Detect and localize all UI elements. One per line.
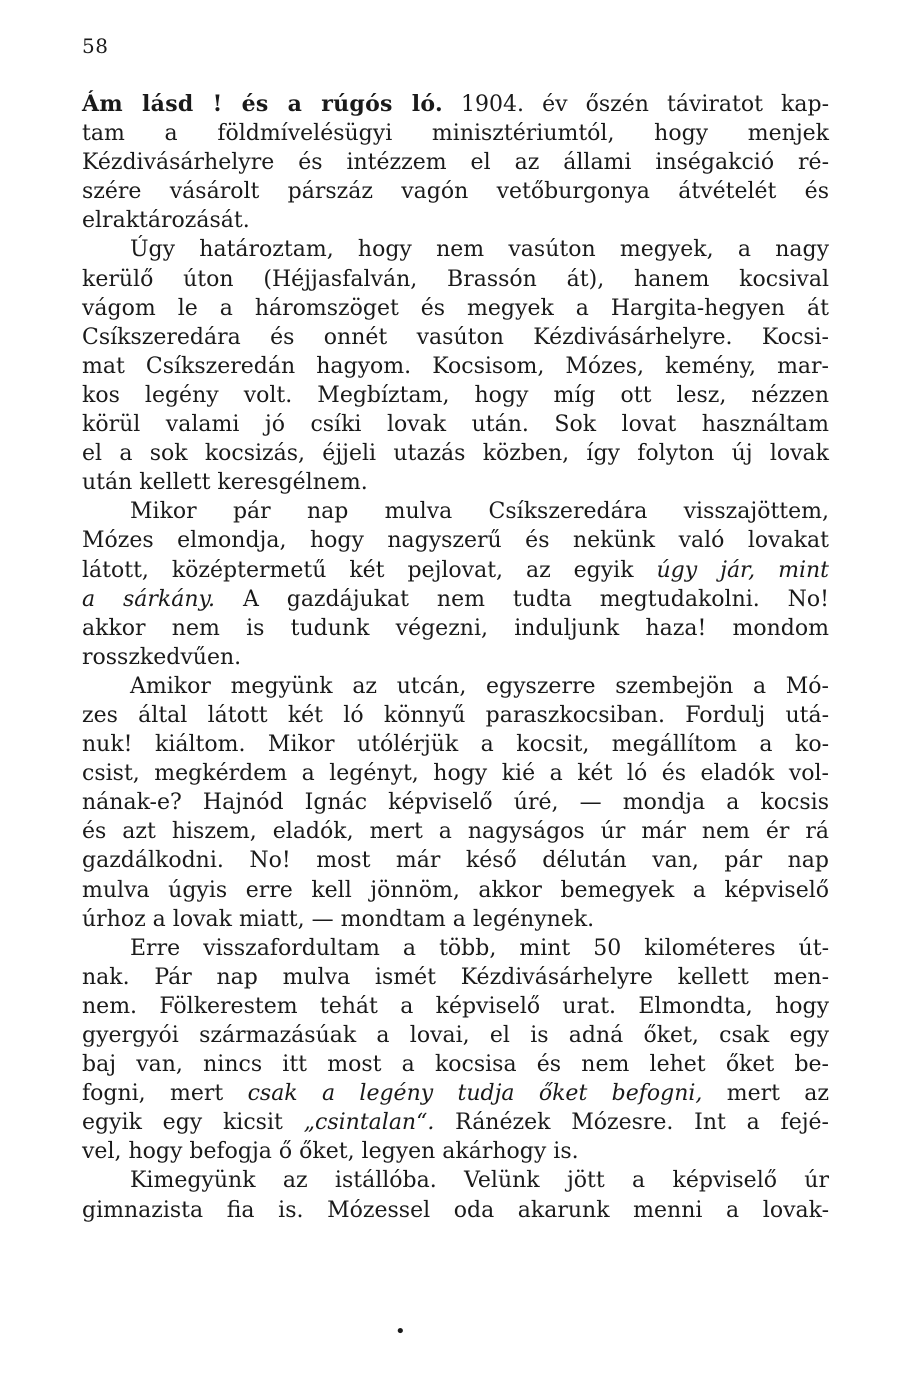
text-segment: mulva úgyis erre kell jönnöm, akkor bemegyek a képviselő — [82, 877, 829, 903]
text-segment: tam a földmívelésügyi minisztériumtól, hogy menjek — [82, 121, 829, 147]
text-line — [82, 817, 829, 846]
text-line — [82, 410, 829, 439]
text-line — [82, 235, 829, 264]
text-line — [82, 265, 829, 294]
text-line — [82, 876, 829, 905]
text-line — [82, 148, 829, 177]
text-line — [82, 934, 829, 963]
text-line — [82, 1079, 829, 1108]
text-segment: látott, középtermetű két pejlovat, az egyik — [82, 557, 657, 583]
text-line — [82, 1108, 829, 1137]
text-line — [82, 1166, 829, 1195]
text-line — [82, 323, 829, 352]
text-segment: után kellett keresgélnem. — [82, 470, 368, 496]
text-line — [82, 526, 829, 555]
text-segment: nem. Fölkerestem tehát a képviselő urat. Elmondta, hogy — [82, 993, 829, 1019]
text-line — [82, 1196, 829, 1225]
text-segment: Ránézek Mózesre. Int a fejé- — [434, 1110, 829, 1136]
text-line — [82, 177, 829, 206]
text-segment: rosszkedvűen. — [82, 644, 242, 670]
text-segment: vel, hogy befogja ő őket, legyen akárhogy is. — [82, 1139, 579, 1165]
text-line — [82, 468, 829, 497]
text-segment: el a sok kocsizás, éjjeli utazás közben, így folyton új lovak — [82, 441, 829, 467]
italic-text: csak a legény tudja őket befogni, — [247, 1081, 703, 1107]
section-heading: Ám lásd ! és a rúgós ló. — [82, 91, 443, 117]
text-segment: Kimegyünk az istállóba. Velünk jött a képviselő úr — [130, 1168, 829, 1194]
text-line — [82, 119, 829, 148]
text-segment: úrhoz a lovak miatt, — mondtam a legénynek. — [82, 906, 595, 932]
text-segment: vágom le a háromszöget és megyek a Hargita-hegyen át — [82, 295, 829, 321]
italic-text: „csintalan“. — [303, 1110, 435, 1136]
text-segment: Mikor pár nap mulva Csíkszeredára visszajöttem, — [130, 499, 829, 525]
text-segment: zes által látott két ló könnyű paraszkocsiban. Fordulj utá- — [82, 702, 829, 728]
text-segment: mat Csíkszeredán hagyom. Kocsisom, Mózes, kemény, mar- — [82, 353, 829, 379]
text-segment: baj van, nincs itt most a kocsisa és nem lehet őket be- — [82, 1052, 829, 1078]
text-segment: Mózes elmondja, hogy nagyszerű és nekünk való lovakat — [82, 528, 829, 554]
text-line — [82, 90, 829, 119]
text-line — [82, 759, 829, 788]
text-segment: és azt hiszem, eladók, mert a nagyságos úr már nem ér rá — [82, 819, 829, 845]
text-segment: mert az — [702, 1081, 829, 1107]
text-segment: egyik egy kicsit — [82, 1110, 304, 1136]
text-segment: Amikor megyünk az utcán, egyszerre szembejön a Mó- — [130, 673, 829, 699]
text-segment: Kézdivásárhelyre és intézzem el az állami inségakció ré- — [82, 150, 829, 176]
text-line — [82, 556, 829, 585]
text-segment: akkor nem is tudunk végezni, induljunk haza! mondom — [82, 615, 829, 641]
text-line — [82, 294, 829, 323]
text-line — [82, 206, 829, 235]
text-segment: körül valami jó csíki lovak után. Sok lovat használtam — [82, 412, 829, 438]
text-line — [82, 1050, 829, 1079]
text-segment: 1904. év őszén táviratot kap- — [442, 92, 830, 117]
text-segment: gimnazista fia is. Mózessel oda akarunk menni a lovak- — [82, 1197, 829, 1223]
text-segment: Úgy határoztam, hogy nem vasúton megyek, a nagy — [130, 237, 829, 263]
text-segment: gyergyói származásúak a lovai, el is adná őket, csak egy — [82, 1023, 829, 1048]
text-segment: csist, megkérdem a legényt, hogy kié a két ló és eladók vol- — [82, 761, 829, 787]
text-segment: Erre visszafordultam a több, mint 50 kilométeres út- — [130, 935, 829, 961]
text-segment: elraktározását. — [82, 208, 250, 234]
text-line — [82, 614, 829, 643]
page-number: 58 — [82, 34, 109, 58]
text-segment: szére vásárolt párszáz vagón vetőburgonya átvételét és — [82, 179, 829, 205]
italic-text: úgy jár, mint — [656, 557, 830, 583]
text-line — [82, 963, 829, 992]
text-segment: nának-e? Hajnód Ignác képviselő úré, — mondja a kocsis — [82, 790, 829, 816]
text-line — [82, 701, 829, 730]
text-line — [82, 439, 829, 468]
text-segment: nak. Pár nap mulva ismét Kézdivásárhelyre kellett men- — [82, 964, 829, 990]
text-line — [82, 905, 829, 934]
text-line — [82, 846, 829, 875]
text-line — [82, 788, 829, 817]
text-segment: nuk! kiáltom. Mikor utólérjük a kocsit, megállítom a ko- — [82, 732, 829, 758]
text-line — [82, 1137, 829, 1166]
italic-text: a sárkány. — [82, 586, 216, 612]
text-line — [82, 730, 829, 759]
text-line — [82, 643, 829, 672]
text-segment: gazdálkodni. No! most már késő délután van, pár nap — [82, 848, 829, 874]
text-segment: fogni, mert — [82, 1081, 248, 1107]
text-segment: Csíkszeredára és onnét vasúton Kézdivásárhelyre. Kocsi- — [82, 324, 829, 350]
text-line — [82, 497, 829, 526]
text-segment: kos legény volt. Megbíztam, hogy míg ott lesz, nézzen — [82, 382, 829, 408]
text-segment: kerülő úton (Héjjasfalván, Brassón át), hanem kocsival — [82, 266, 829, 292]
text-line — [82, 1021, 829, 1050]
text-line — [82, 352, 829, 381]
text-segment: A gazdájukat nem tudta megtudakolni. No! — [215, 586, 829, 612]
body-text — [82, 90, 829, 1225]
text-line — [82, 672, 829, 701]
text-line — [82, 381, 829, 410]
text-line — [82, 585, 829, 614]
text-line — [82, 992, 829, 1021]
footer-mark: • — [395, 1321, 406, 1342]
